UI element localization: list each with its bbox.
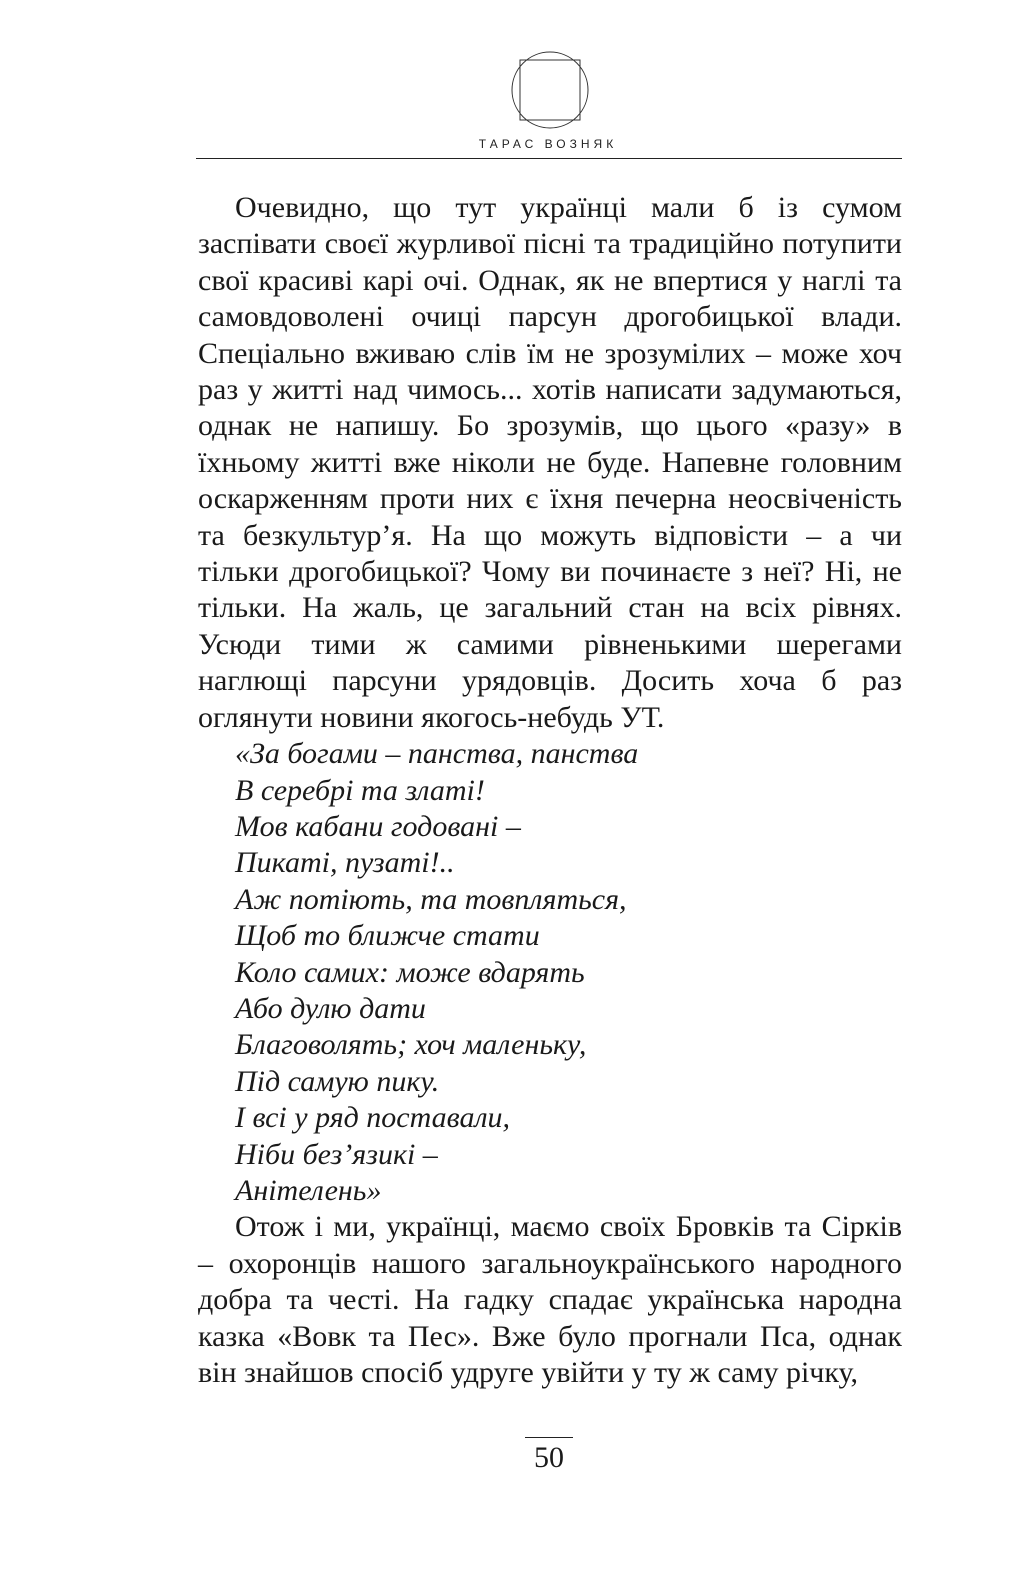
verse-line: Аж потіють, та товпляться, bbox=[235, 882, 627, 916]
verse-line: «За богами – панства, панства bbox=[235, 737, 639, 771]
body-text bbox=[198, 190, 902, 1391]
verse-line: Ніби без’язикі – bbox=[235, 1137, 438, 1171]
paragraph: Отож і ми, українці, маємо своїх Бровків та Сірків – охоронців нашого загальноукраїнського народного добра та честі. На гадку спадає українська народна казка «Вовк та Пес». Вже було прогнали Пса, однак він знайшов спосіб удруге увійти у ту ж саму річку, bbox=[198, 1210, 902, 1389]
page-number-rule bbox=[525, 1437, 573, 1438]
running-head: ТАРАС ВОЗНЯК bbox=[478, 137, 618, 151]
header-rule bbox=[196, 158, 902, 159]
page-number: 50 bbox=[534, 1441, 564, 1474]
verse-line: В серебрі та златі! bbox=[235, 773, 485, 807]
verse-line: Анітелень» bbox=[235, 1173, 382, 1207]
verse-line: І всі у ряд поставали, bbox=[235, 1101, 511, 1135]
verse-line: Благоволять; хоч маленьку, bbox=[235, 1028, 587, 1062]
verse-line: Мов кабани годовані – bbox=[235, 809, 521, 843]
paragraph: Очевидно, що тут українці мали б із сумом заспівати своєї журливої пісні та традиційно потупити свої красиві карі очі. Однак, як не впертися у наглі та самовдоволені очиці парсун дрогобицької влади. Спеціально вживаю слів їм не зрозумілих – може хоч раз у житті над чимось... хотів написати задумаються, однак не напишу. Бо зрозумів, що цього «разу» в їхньому житті вже ніколи не буде. Напевне головним оскарженням проти них є їхня печерна неосвіченість та безкультур’я. На що можуть відповісти – а чи тільки дрогобицької? Чому ви починаєте з неї? Ні, не тільки. На жаль, це загальний стан на всіх рівнях. Усюди тими ж самими рівненькими шерегами наглющі парсуни урядовців. Досить хоча б раз оглянути новини якогось-небудь УТ. bbox=[198, 191, 902, 734]
verse-line: Або дулю дати bbox=[235, 991, 426, 1025]
verse-line: Пикаті, пузаті!.. bbox=[235, 846, 455, 880]
verse-line: Коло самих: може вдарять bbox=[235, 955, 585, 989]
verse-line: Щоб то ближче стати bbox=[235, 919, 540, 953]
verse-quote bbox=[198, 736, 902, 1209]
circle-square-icon bbox=[510, 50, 590, 130]
verse-line: Під самую пику. bbox=[235, 1064, 440, 1098]
